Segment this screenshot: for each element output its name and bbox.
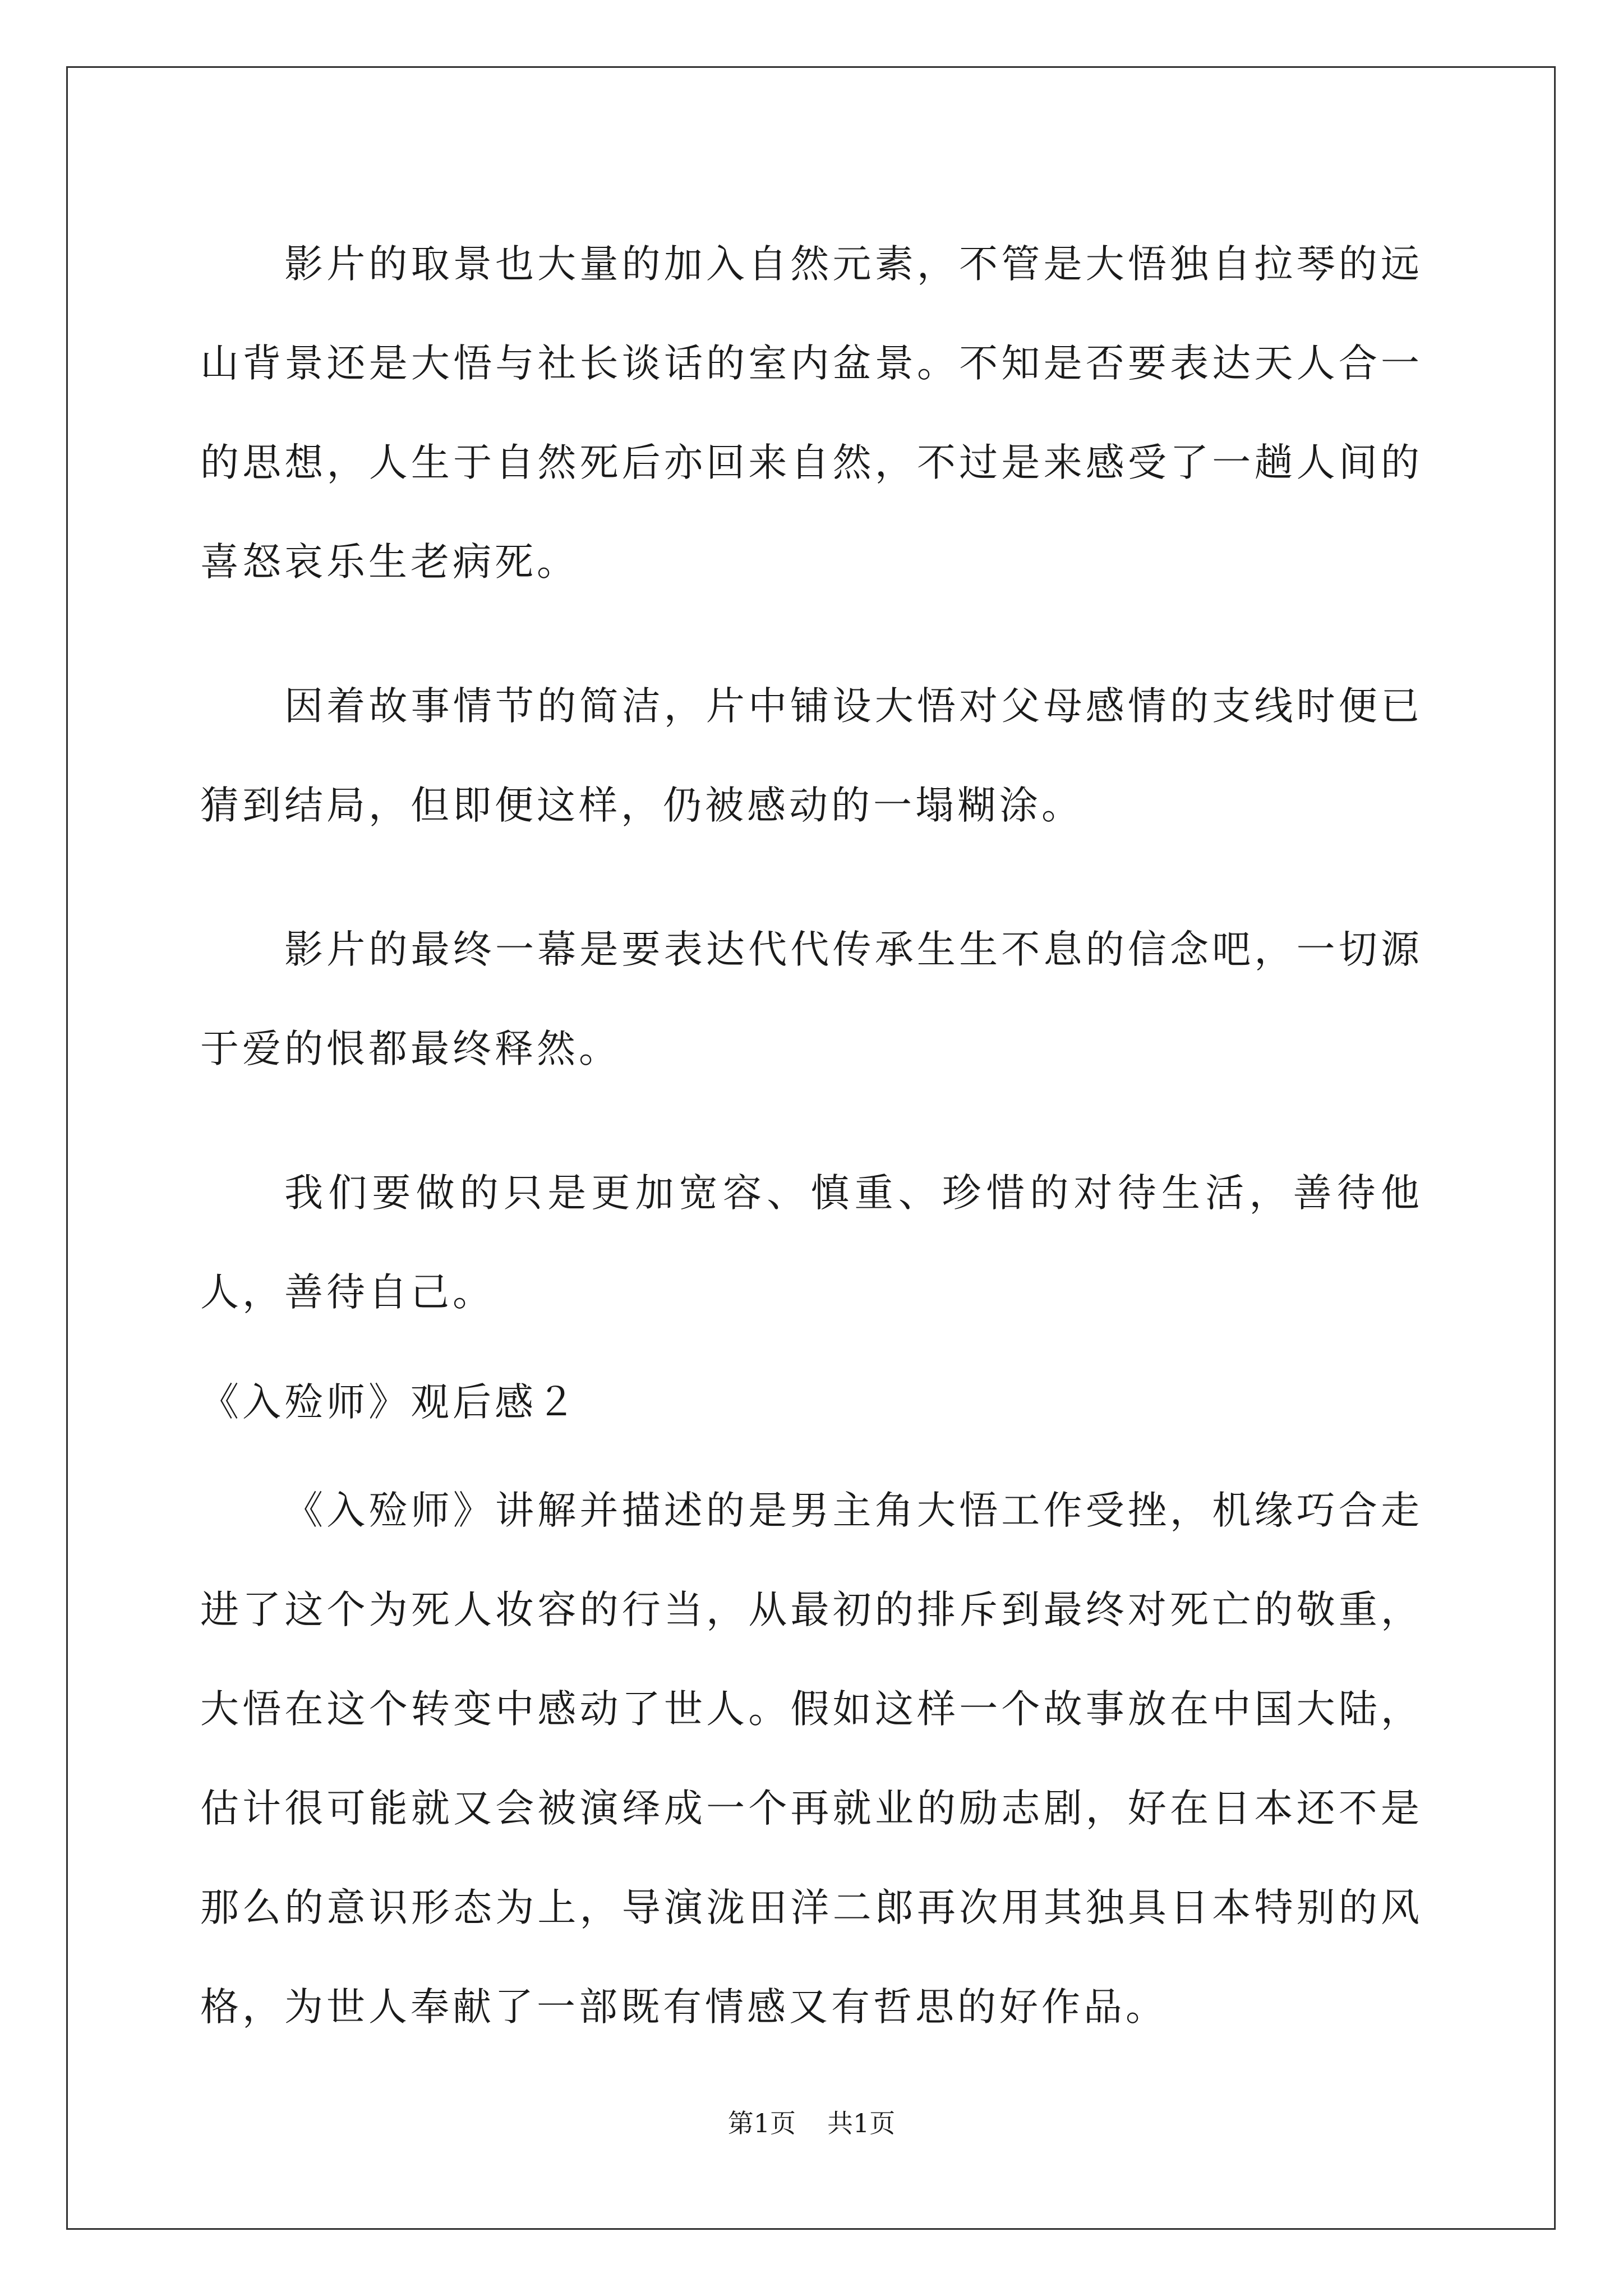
page-total: 共1页: [827, 2108, 896, 2138]
paragraph: 影片的最终一幕是要表达代代传承生生不息的信念吧，一切源于爱的恨都最终释然。: [200, 927, 1423, 1071]
section-heading: 《入殓师》观后感２: [200, 1380, 579, 1425]
page-number: 第1页: [727, 2108, 796, 2138]
paragraph: 因着故事情节的简洁，片中铺设大悟对父母感情的支线时便已猜到结局，但即便这样，仍被感动的一塌糊涂。: [200, 684, 1423, 828]
paragraph: 影片的取景也大量的加入自然元素，不管是大悟独自拉琴的远山背景还是大悟与社长谈话的室内盆景。不知是否要表达天人合一的思想，人生于自然死后亦回来自然，不过是来感受了一趟人间的喜怒哀乐生老病死。: [200, 242, 1423, 585]
document-body: [200, 215, 1423, 2057]
paragraph: 我们要做的只是更加宽容、慎重、珍惜的对待生活，善待他人，善待自己。: [200, 1171, 1423, 1315]
paragraph: 《入殓师》讲解并描述的是男主角大悟工作受挫，机缘巧合走进了这个为死人妆容的行当，从最初的排斥到最终对死亡的敬重，大悟在这个转变中感动了世人。假如这样一个故事放在中国大陆，估计很可能就又会被演绎成一个再就业的励志剧，好在日本还不是那么的意识形态为上，导演泷田洋二郎再次用其独具日本特别的风格，为世人奉献了一部既有情感又有哲思的好作品。: [200, 1488, 1423, 2030]
page-footer: [0, 2106, 1623, 2140]
